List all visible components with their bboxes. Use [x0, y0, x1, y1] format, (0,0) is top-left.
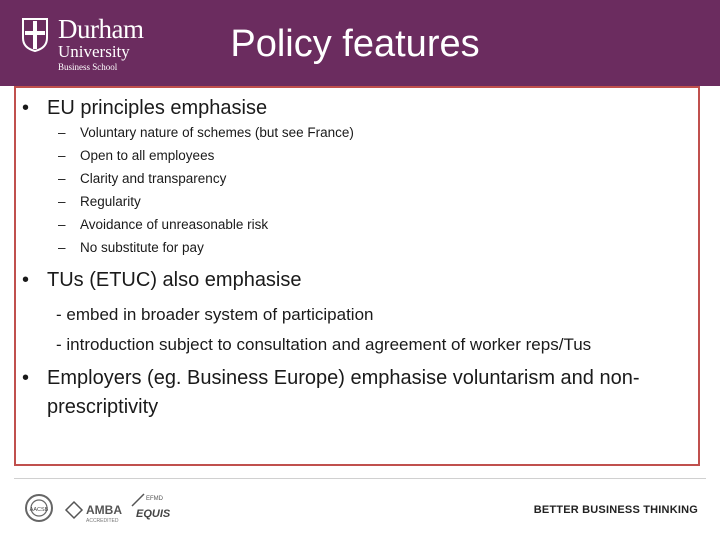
- accreditation-logos: [24, 488, 184, 528]
- amba-logo-icon: [64, 488, 122, 528]
- dash-icon: –: [58, 194, 66, 209]
- aacsb-logo-icon: [24, 488, 54, 528]
- bullet-icon: •: [22, 367, 30, 389]
- dash-icon: –: [58, 217, 66, 232]
- logo-name: Durham: [58, 14, 144, 44]
- slide-title: Policy features: [230, 23, 480, 65]
- sub-item-text: Regularity: [80, 194, 141, 209]
- durham-logo: [14, 14, 146, 74]
- equis-label: EQUIS: [136, 508, 171, 520]
- sub-item-text: Voluntary nature of schemes (but see France): [80, 125, 354, 140]
- slide-header: [0, 0, 720, 86]
- sub-item-text: No substitute for pay: [80, 240, 204, 255]
- tus-line: - introduction subject to consultation and agreement of worker reps/Tus: [56, 335, 592, 354]
- bullet-text: Employers (eg. Business Europe) emphasise voluntarism and non-prescriptivity: [47, 367, 640, 418]
- amba-label: AMBA: [86, 503, 122, 517]
- bullet-text: EU principles emphasise: [47, 97, 268, 119]
- dash-icon: –: [58, 240, 66, 255]
- equis-logo-icon: [128, 488, 182, 528]
- shield-icon: [22, 18, 48, 52]
- bullet-text: TUs (ETUC) also emphasise: [47, 269, 302, 291]
- footer-divider: [14, 478, 706, 479]
- footer-tagline: BETTER BUSINESS THINKING: [533, 504, 698, 516]
- dash-icon: –: [58, 125, 66, 140]
- dash-icon: –: [58, 148, 66, 163]
- equis-top-label: EFMD: [146, 496, 163, 502]
- bullet-icon: •: [22, 269, 30, 291]
- aacsb-label: AACSB: [29, 507, 49, 513]
- bullet-icon: •: [22, 97, 30, 119]
- sub-item-text: Avoidance of unreasonable risk: [80, 217, 269, 232]
- amba-sub-label: ACCREDITED: [86, 518, 119, 524]
- sub-item-text: Open to all employees: [80, 148, 215, 163]
- logo-school: Business School: [58, 62, 118, 72]
- logo-university: University: [58, 42, 130, 61]
- sub-item-text: Clarity and transparency: [80, 171, 227, 186]
- dash-icon: –: [58, 171, 66, 186]
- tus-line: - embed in broader system of participation: [56, 305, 374, 324]
